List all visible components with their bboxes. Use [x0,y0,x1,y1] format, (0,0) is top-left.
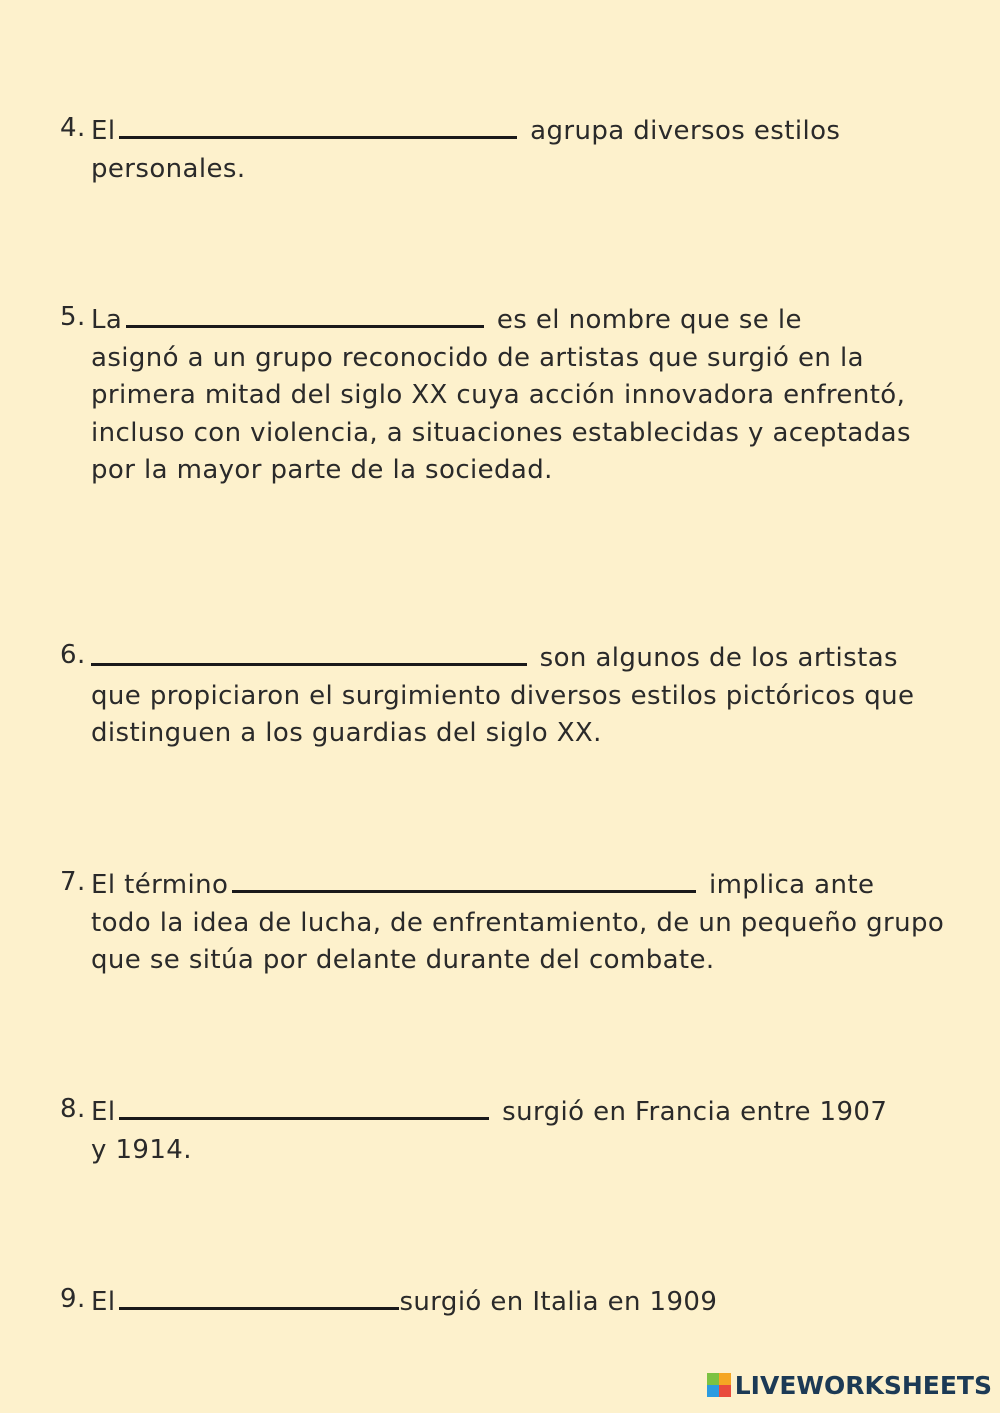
question-text [91,1091,951,1169]
answer-blank[interactable] [119,110,517,139]
question-number: 4. [60,113,86,143]
answer-blank[interactable] [126,299,484,328]
answer-blank[interactable] [119,1091,489,1120]
question-text [91,110,951,188]
text-continuation: que propiciaron el surgimiento diversos estilos pictóricos que distinguen a los guardias del siglo XX. [91,680,915,748]
text-before-blank: El [91,1287,116,1317]
question-text [91,864,951,980]
text-after-blank: son algunos de los artistas [539,643,898,673]
liveworksheets-brand [707,1365,992,1405]
text-continuation: todo la idea de lucha, de enfrentamiento, de un pequeño grupo que se sitúa por delante durante del combate. [91,907,945,975]
question-text [91,1281,951,1322]
answer-blank[interactable] [91,637,527,666]
text-continuation: asignó a un grupo reconocido de artistas que surgió en la primera mitad del siglo XX cuya acción innovadora enfrentó, incluso con violencia, a situaciones establecidas y aceptadas por la mayor parte de la sociedad. [91,342,911,485]
question-number: 6. [60,640,86,670]
question-number: 5. [60,302,86,332]
text-continuation: y 1914. [91,1134,192,1165]
text-after-blank: surgió en Francia entre 1907 [502,1097,888,1127]
question-number: 7. [60,867,86,897]
question-text [91,637,951,753]
text-after-blank: implica ante [708,870,875,900]
text-before-blank: La [91,305,123,335]
text-after-blank: es el nombre que se le [496,305,802,335]
question-text [91,299,951,490]
brand-name: LIVEWORKSHEETS [734,1370,992,1400]
text-continuation: personales. [91,153,246,184]
question-number: 9. [60,1284,86,1314]
text-before-blank: El [91,116,116,146]
text-before-blank: El término [91,870,229,900]
liveworksheets-logo-icon [707,1373,731,1397]
answer-blank[interactable] [232,864,696,893]
text-after-blank: agrupa diversos estilos [530,116,841,146]
text-before-blank: El [91,1097,116,1127]
text-after-blank: surgió en Italia en 1909 [399,1287,718,1317]
answer-blank[interactable] [119,1281,399,1310]
question-number: 8. [60,1094,86,1124]
